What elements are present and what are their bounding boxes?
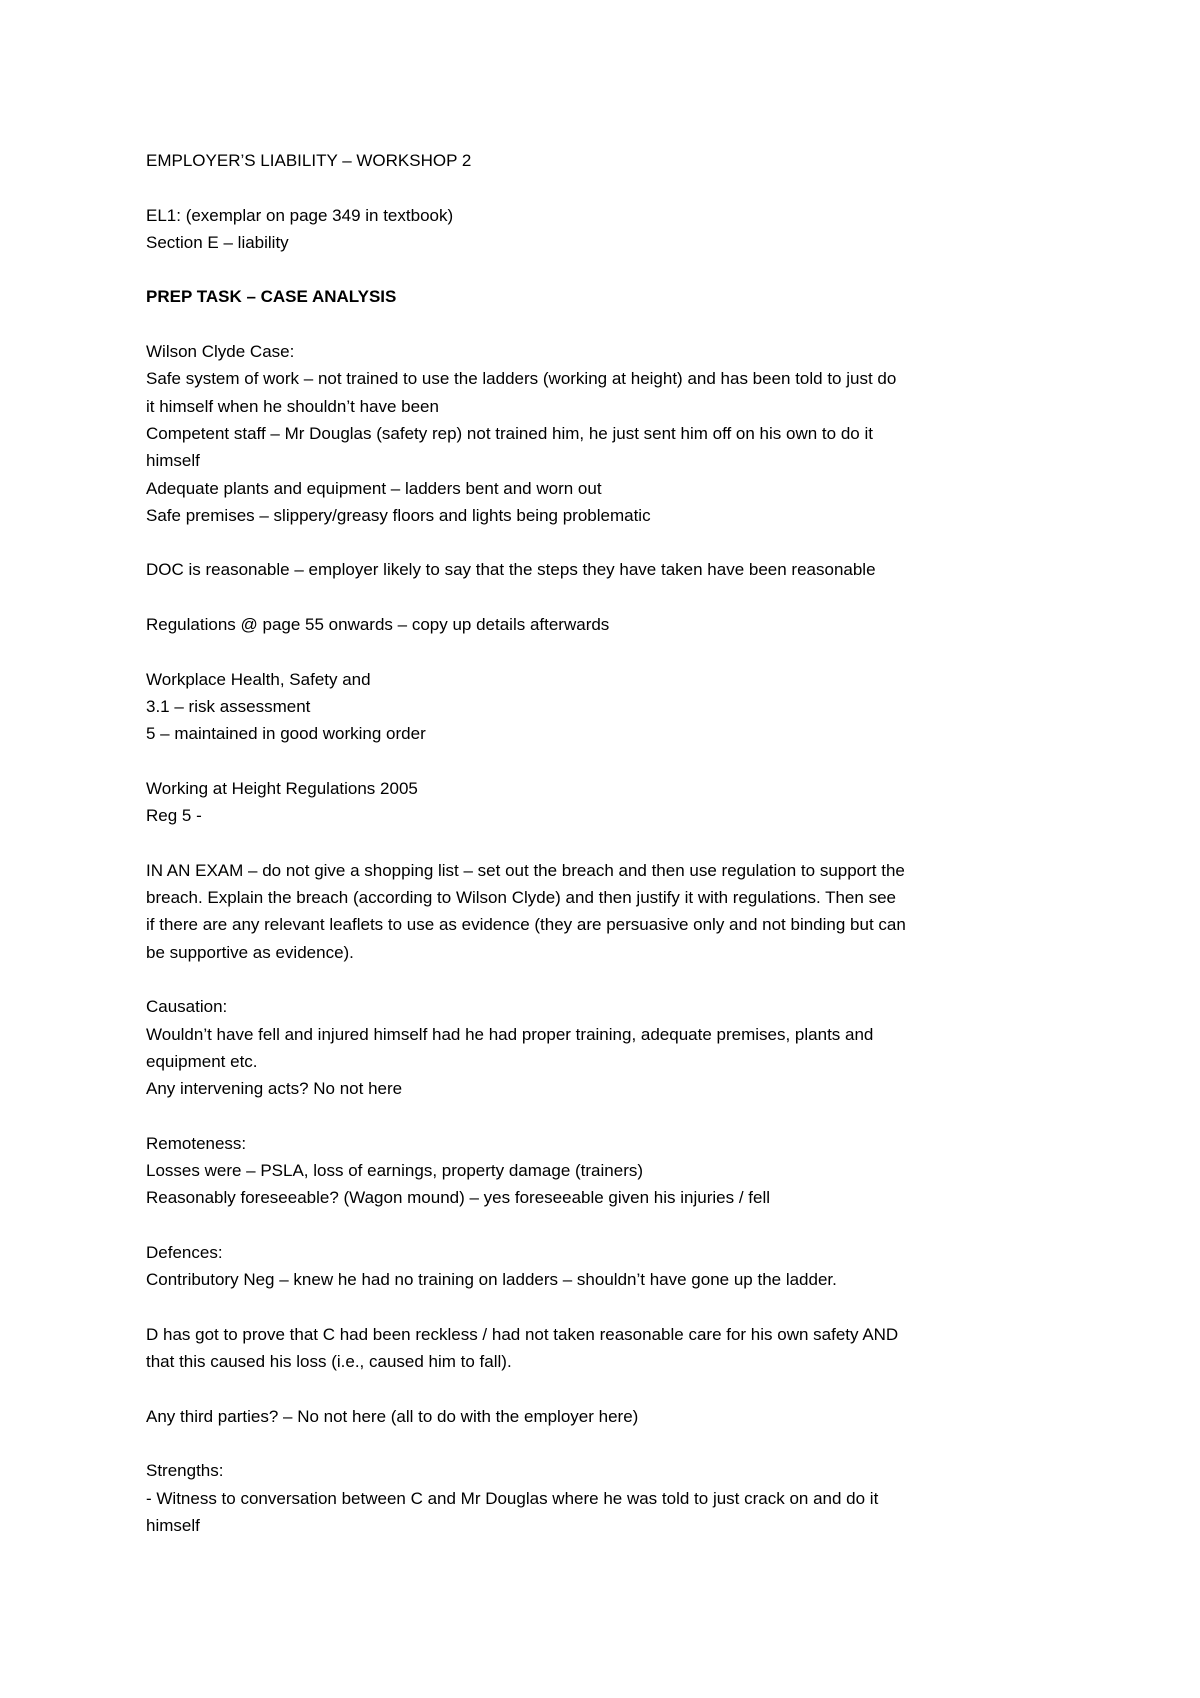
document-title: EMPLOYER’S LIABILITY – WORKSHOP 2 (146, 151, 472, 170)
defences-line: Contributory Neg – knew he had no training on ladders – shouldn’t have gone up the ladder. (146, 1270, 837, 1290)
spacer (146, 748, 1066, 775)
spacer (146, 1293, 1066, 1320)
spacer (146, 829, 1066, 856)
remoteness-line: Remoteness: (146, 1133, 247, 1153)
strengths-line: himself (146, 1515, 200, 1535)
case-line: himself (146, 451, 200, 471)
intro-line: EL1: (exemplar on page 349 in textbook) (146, 205, 454, 225)
exam-line: if there are any relevant leaflets to use as evidence (they are persuasive only and not binding but can (146, 915, 906, 935)
workplace-line: 5 – maintained in good working order (146, 724, 426, 744)
third-parties-line: Any third parties? – No not here (all to do with the employer here) (146, 1406, 639, 1426)
remoteness-line: Losses were – PSLA, loss of earnings, property damage (trainers) (146, 1160, 644, 1180)
burden-line: D has got to prove that C had been reckless / had not taken reasonable care for his own safety AND (146, 1324, 899, 1344)
doc-line: DOC is reasonable – employer likely to say that the steps they have taken have been reasonable (146, 560, 876, 580)
spacer (146, 529, 1066, 556)
spacer (146, 638, 1066, 665)
spacer (146, 256, 1066, 283)
workplace-line: Workplace Health, Safety and (146, 669, 371, 689)
exam-line: breach. Explain the breach (according to Wilson Clyde) and then justify it with regulations. Then see (146, 888, 896, 908)
spacer (146, 1375, 1066, 1402)
causation-line: Wouldn’t have fell and injured himself had he had proper training, adequate premises, plants and (146, 1024, 874, 1044)
spacer (146, 1102, 1066, 1129)
spacer (146, 1430, 1066, 1457)
exam-line: be supportive as evidence). (146, 942, 354, 962)
exam-line: IN AN EXAM – do not give a shopping list – set out the breach and then use regulation to support the (146, 860, 905, 880)
spacer (146, 174, 1066, 201)
height-line: Working at Height Regulations 2005 (146, 778, 418, 798)
spacer (146, 1212, 1066, 1239)
case-line: Safe system of work – not trained to use the ladders (working at height) and has been told to just do (146, 369, 897, 389)
strengths-line: Strengths: (146, 1461, 224, 1481)
spacer (146, 584, 1066, 611)
causation-line: equipment etc. (146, 1051, 258, 1071)
spacer (146, 966, 1066, 993)
height-line: Reg 5 - (146, 806, 202, 826)
regulations-line: Regulations @ page 55 onwards – copy up details afterwards (146, 615, 610, 635)
case-line: Wilson Clyde Case: (146, 342, 295, 362)
causation-line: Causation: (146, 997, 228, 1017)
case-line: Safe premises – slippery/greasy floors and lights being problematic (146, 505, 651, 525)
prep-task-heading: PREP TASK – CASE ANALYSIS (146, 287, 397, 307)
intro-line: Section E – liability (146, 232, 289, 252)
document-body (146, 147, 1066, 1539)
remoteness-line: Reasonably foreseeable? (Wagon mound) – yes foreseeable given his injuries / fell (146, 1188, 771, 1208)
causation-line: Any intervening acts? No not here (146, 1079, 403, 1099)
case-line: it himself when he shouldn’t have been (146, 396, 439, 416)
defences-line: Defences: (146, 1242, 223, 1262)
strengths-line: - Witness to conversation between C and Mr Douglas where he was told to just crack on and do it (146, 1488, 879, 1508)
case-line: Competent staff – Mr Douglas (safety rep) not trained him, he just sent him off on his own to do it (146, 423, 873, 443)
spacer (146, 311, 1066, 338)
case-line: Adequate plants and equipment – ladders bent and worn out (146, 478, 602, 498)
burden-line: that this caused his loss (i.e., caused him to fall). (146, 1352, 512, 1372)
workplace-line: 3.1 – risk assessment (146, 696, 311, 716)
